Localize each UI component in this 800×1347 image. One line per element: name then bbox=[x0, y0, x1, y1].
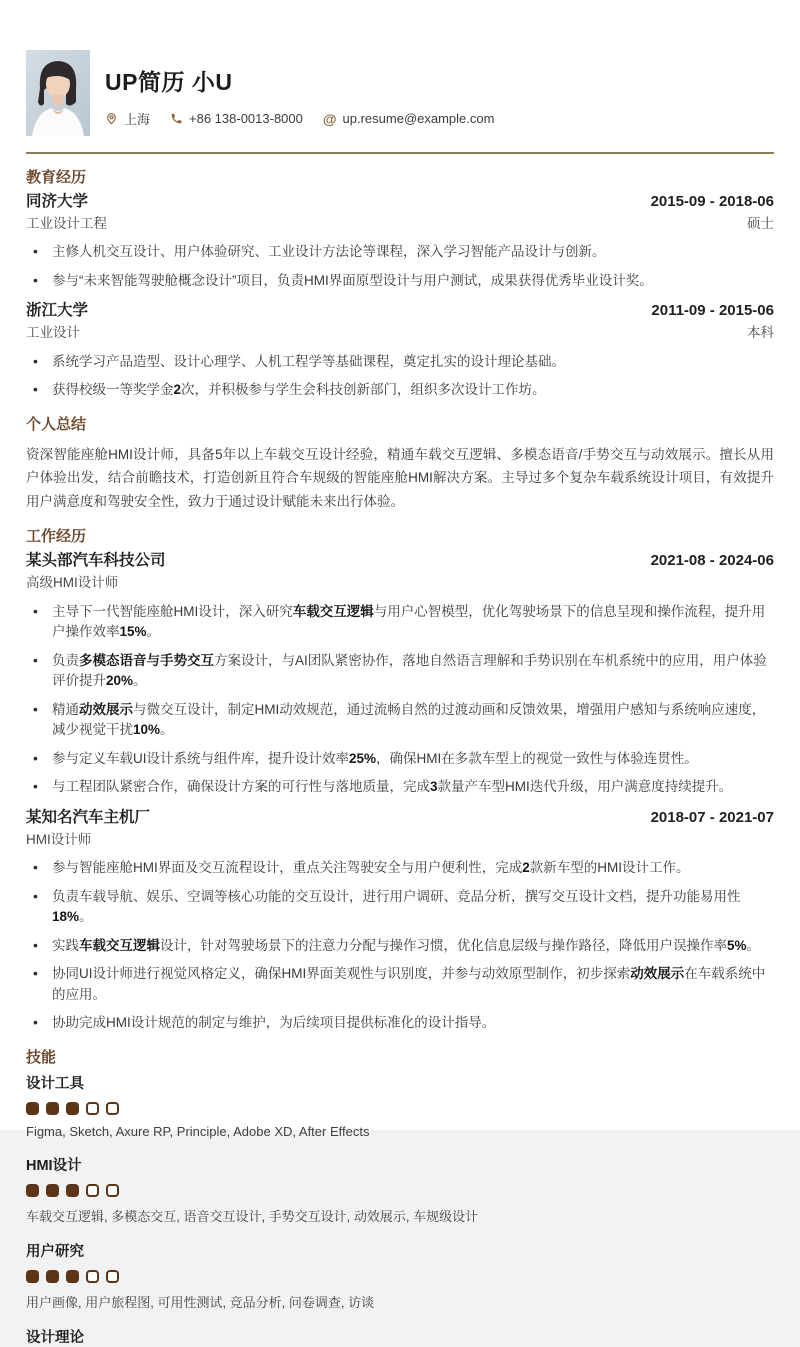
text-segment: 次，并积极参与学生会科技创新部门，组织多次设计工作坊。 bbox=[181, 382, 546, 398]
bullet-item bbox=[26, 602, 774, 643]
text-segment: 与工程团队紧密合作，确保设计方案的可行性与落地质量，完成 bbox=[52, 779, 430, 795]
profile-photo-illustration bbox=[26, 50, 90, 136]
text-segment: 款新车型的HMI设计工作。 bbox=[529, 860, 690, 876]
bullet-item bbox=[26, 271, 774, 292]
skill-group bbox=[26, 1154, 774, 1225]
education-entry bbox=[26, 301, 774, 401]
skill-group-name: 设计工具 bbox=[26, 1075, 84, 1092]
bullet-item bbox=[26, 1013, 774, 1034]
text-segment: 与微交互设计，制定HMI动效规范，通过流畅自然的过渡动画和反馈效果，增强用户感知与系统响应速度，减少视觉干扰 bbox=[52, 701, 766, 738]
bullet-item bbox=[26, 651, 774, 692]
skill-level-dot bbox=[86, 1102, 99, 1115]
education-date-range: 2011-09 - 2015-06 bbox=[651, 302, 774, 320]
text-segment: ，确保HMI在多款车型上的视觉一致性与体验连贯性。 bbox=[376, 750, 698, 766]
company-name: 某头部汽车科技公司 bbox=[26, 552, 166, 570]
text-segment: 2 bbox=[173, 382, 182, 398]
bullet-item bbox=[26, 380, 774, 401]
text-segment: 系统学习产品造型、设计心理学、人机工程学等基础课程，奠定扎实的设计理论基础。 bbox=[52, 353, 565, 369]
company-name: 某知名汽车主机厂 bbox=[26, 808, 151, 826]
header-text bbox=[105, 50, 514, 128]
skill-items: 用户画像, 用户旅程图, 可用性测试, 竞品分析, 问卷调查, 访谈 bbox=[26, 1294, 375, 1310]
text-segment: 。 bbox=[146, 624, 161, 640]
text-segment: 25% bbox=[349, 750, 377, 766]
text-segment: 款量产车型HMI迭代升级，用户满意度持续提升。 bbox=[437, 779, 733, 795]
major: 工业设计 bbox=[26, 325, 80, 341]
bullet-item bbox=[26, 352, 774, 373]
skill-group bbox=[26, 1240, 774, 1311]
bullet-item bbox=[26, 242, 774, 263]
text-segment: 车载交互逻辑 bbox=[292, 603, 374, 619]
text-segment: 3 bbox=[430, 779, 438, 795]
text-segment: 主修人机交互设计、用户体验研究、工业设计方法论等课程，深入学习智能产品设计与创新。 bbox=[52, 244, 606, 260]
skill-level-dot bbox=[86, 1270, 99, 1283]
education-bullet-list bbox=[26, 242, 774, 291]
text-segment: 车载交互逻辑 bbox=[79, 937, 160, 953]
text-segment: 在车载系统中的应用。 bbox=[52, 966, 766, 1002]
school-name: 同济大学 bbox=[26, 192, 89, 210]
degree: 硕士 bbox=[747, 215, 774, 231]
skill-level-dot bbox=[86, 1184, 99, 1197]
skill-level-dot bbox=[26, 1184, 39, 1197]
location-text: 上海 bbox=[124, 112, 151, 127]
text-segment: 动效展示 bbox=[630, 966, 685, 982]
skill-level-indicator bbox=[26, 1184, 774, 1197]
skill-level-dot bbox=[26, 1270, 39, 1283]
work-entry bbox=[26, 808, 774, 1034]
text-segment: 。 bbox=[79, 909, 93, 925]
skill-level-dot bbox=[46, 1102, 59, 1115]
text-segment: 负责 bbox=[52, 652, 79, 668]
skill-level-dot bbox=[106, 1102, 119, 1115]
contact-location bbox=[105, 109, 150, 128]
text-segment: 协助完成HMI设计规范的制定与维护，为后续项目提供标准化的设计指导。 bbox=[52, 1015, 496, 1031]
header-divider bbox=[26, 152, 774, 154]
text-segment: 负责车载导航、娱乐、空调等核心功能的交互设计，进行用户调研、竞品分析，撰写交互设计文档，提升功能易用性 bbox=[52, 888, 741, 904]
education-date-range: 2015-09 - 2018-06 bbox=[650, 192, 774, 210]
major: 工业设计工程 bbox=[26, 215, 107, 231]
skill-items: Figma, Sketch, Axure RP, Principle, Adobe XD, After Effects bbox=[26, 1123, 370, 1139]
text-segment: 方案设计，与AI团队紧密协作，落地自然语言理解和手势识别在车机系统中的应用，用户体验评价提升 bbox=[52, 652, 767, 689]
text-segment: 实践 bbox=[52, 937, 79, 953]
skill-level-dot bbox=[66, 1102, 79, 1115]
bullet-item bbox=[26, 936, 774, 957]
text-segment: 2 bbox=[522, 860, 530, 876]
location-pin-icon bbox=[105, 112, 118, 125]
skill-level-dot bbox=[66, 1184, 79, 1197]
bullet-item bbox=[26, 749, 774, 770]
contact-row bbox=[105, 109, 514, 128]
work-bullet-list bbox=[26, 858, 774, 1034]
text-segment: 协同UI设计师进行视觉风格定义，确保HMI界面美观性与识别度，并参与动效原型制作，初步探索 bbox=[52, 966, 631, 982]
text-segment: 精通 bbox=[52, 701, 79, 717]
section-skills bbox=[26, 1049, 774, 1347]
section-summary bbox=[26, 416, 774, 514]
contact-phone bbox=[170, 111, 303, 126]
skill-group-name: HMI设计 bbox=[26, 1157, 82, 1174]
text-segment: 5% bbox=[727, 937, 747, 953]
school-name: 浙江大学 bbox=[26, 302, 89, 320]
summary-paragraph: 资深智能座舱HMI设计师，具备5年以上车载交互设计经验，精通车载交互逻辑、多模态语音/手势交互与动效展示。擅长从用户体验出发，结合前瞻技术，打造创新且符合车规级的智能座舱HMI解决方案。主导过多个复杂车载系统设计项目，有效提升用户满意度和驾驶安全性，致力于通过设计赋能未来出行体验。 bbox=[26, 446, 774, 509]
text-segment: 主导下一代智能座舱HMI设计，深入研究 bbox=[52, 603, 293, 619]
text-segment: 。 bbox=[133, 673, 147, 689]
section-work bbox=[26, 528, 774, 1033]
candidate-name: UP简历 小U bbox=[105, 69, 233, 95]
text-segment: 。 bbox=[160, 722, 174, 738]
section-education bbox=[26, 169, 774, 401]
skill-group-name: 用户研究 bbox=[26, 1243, 84, 1260]
skill-group bbox=[26, 1072, 774, 1139]
text-segment: 动效展示 bbox=[79, 701, 133, 717]
profile-photo bbox=[26, 50, 90, 136]
skill-level-dot bbox=[106, 1184, 119, 1197]
text-segment: 与用户心智模型，优化驾驶场景下的信息呈现和操作流程，提升用户操作效率 bbox=[52, 603, 766, 640]
text-segment: 10% bbox=[133, 722, 161, 738]
skill-group-name-partial: 设计理论 bbox=[26, 1329, 84, 1346]
work-entry bbox=[26, 551, 774, 798]
skill-level-indicator bbox=[26, 1270, 774, 1283]
job-title: HMI设计师 bbox=[26, 831, 92, 847]
phone-icon bbox=[170, 112, 183, 125]
resume-header bbox=[26, 50, 774, 136]
work-date-range: 2021-08 - 2024-06 bbox=[650, 552, 774, 570]
text-segment: 参与智能座舱HMI界面及交互流程设计，重点关注驾驶安全与用户便利性，完成 bbox=[52, 860, 523, 876]
text-segment: 设计，针对驾驶场景下的注意力分配与操作习惯，优化信息层级与操作路径，降低用户误操作率 bbox=[160, 937, 727, 953]
work-date-range: 2018-07 - 2021-07 bbox=[650, 808, 774, 826]
text-segment: 多模态语音与手势交互 bbox=[79, 652, 214, 668]
phone-text: +86 138-0013-8000 bbox=[189, 111, 303, 126]
email-at-icon: @ bbox=[322, 110, 337, 127]
skill-items: 车载交互逻辑, 多模态交互, 语音交互设计, 手势交互设计, 动效展示, 车规级设计 bbox=[26, 1208, 479, 1224]
text-segment: 获得校级一等奖学金 bbox=[52, 382, 174, 398]
text-segment: 参与定义车载UI设计系统与组件库，提升设计效率 bbox=[52, 750, 349, 766]
text-segment: 18% bbox=[52, 909, 80, 925]
contact-email bbox=[323, 111, 495, 126]
bullet-item bbox=[26, 700, 774, 741]
job-title: 高级HMI设计师 bbox=[26, 575, 119, 591]
skill-level-dot bbox=[106, 1270, 119, 1283]
bullet-item bbox=[26, 964, 774, 1005]
bullet-item bbox=[26, 777, 774, 798]
education-entry bbox=[26, 192, 774, 292]
text-segment: 。 bbox=[746, 937, 761, 953]
text-segment: 15% bbox=[119, 624, 147, 640]
section-title-education: 教育经历 bbox=[26, 169, 87, 186]
bullet-item bbox=[26, 887, 774, 928]
skill-level-dot bbox=[26, 1102, 39, 1115]
work-bullet-list bbox=[26, 602, 774, 798]
section-title-skills: 技能 bbox=[26, 1048, 57, 1066]
skill-level-indicator bbox=[26, 1102, 774, 1115]
education-bullet-list bbox=[26, 352, 774, 401]
skill-level-dot bbox=[46, 1184, 59, 1197]
skill-level-dot bbox=[46, 1270, 59, 1283]
skill-level-dot bbox=[66, 1270, 79, 1283]
text-segment: 参与“未来智能驾驶舱概念设计”项目，负责HMI界面原型设计与用户测试，成果获得优秀毕业设计奖。 bbox=[52, 272, 653, 288]
degree: 本科 bbox=[747, 325, 774, 341]
text-segment: 20% bbox=[106, 673, 134, 689]
section-title-work: 工作经历 bbox=[26, 528, 87, 546]
section-title-summary: 个人总结 bbox=[26, 415, 87, 433]
email-text: up.resume@example.com bbox=[342, 111, 495, 126]
bullet-item bbox=[26, 858, 774, 879]
